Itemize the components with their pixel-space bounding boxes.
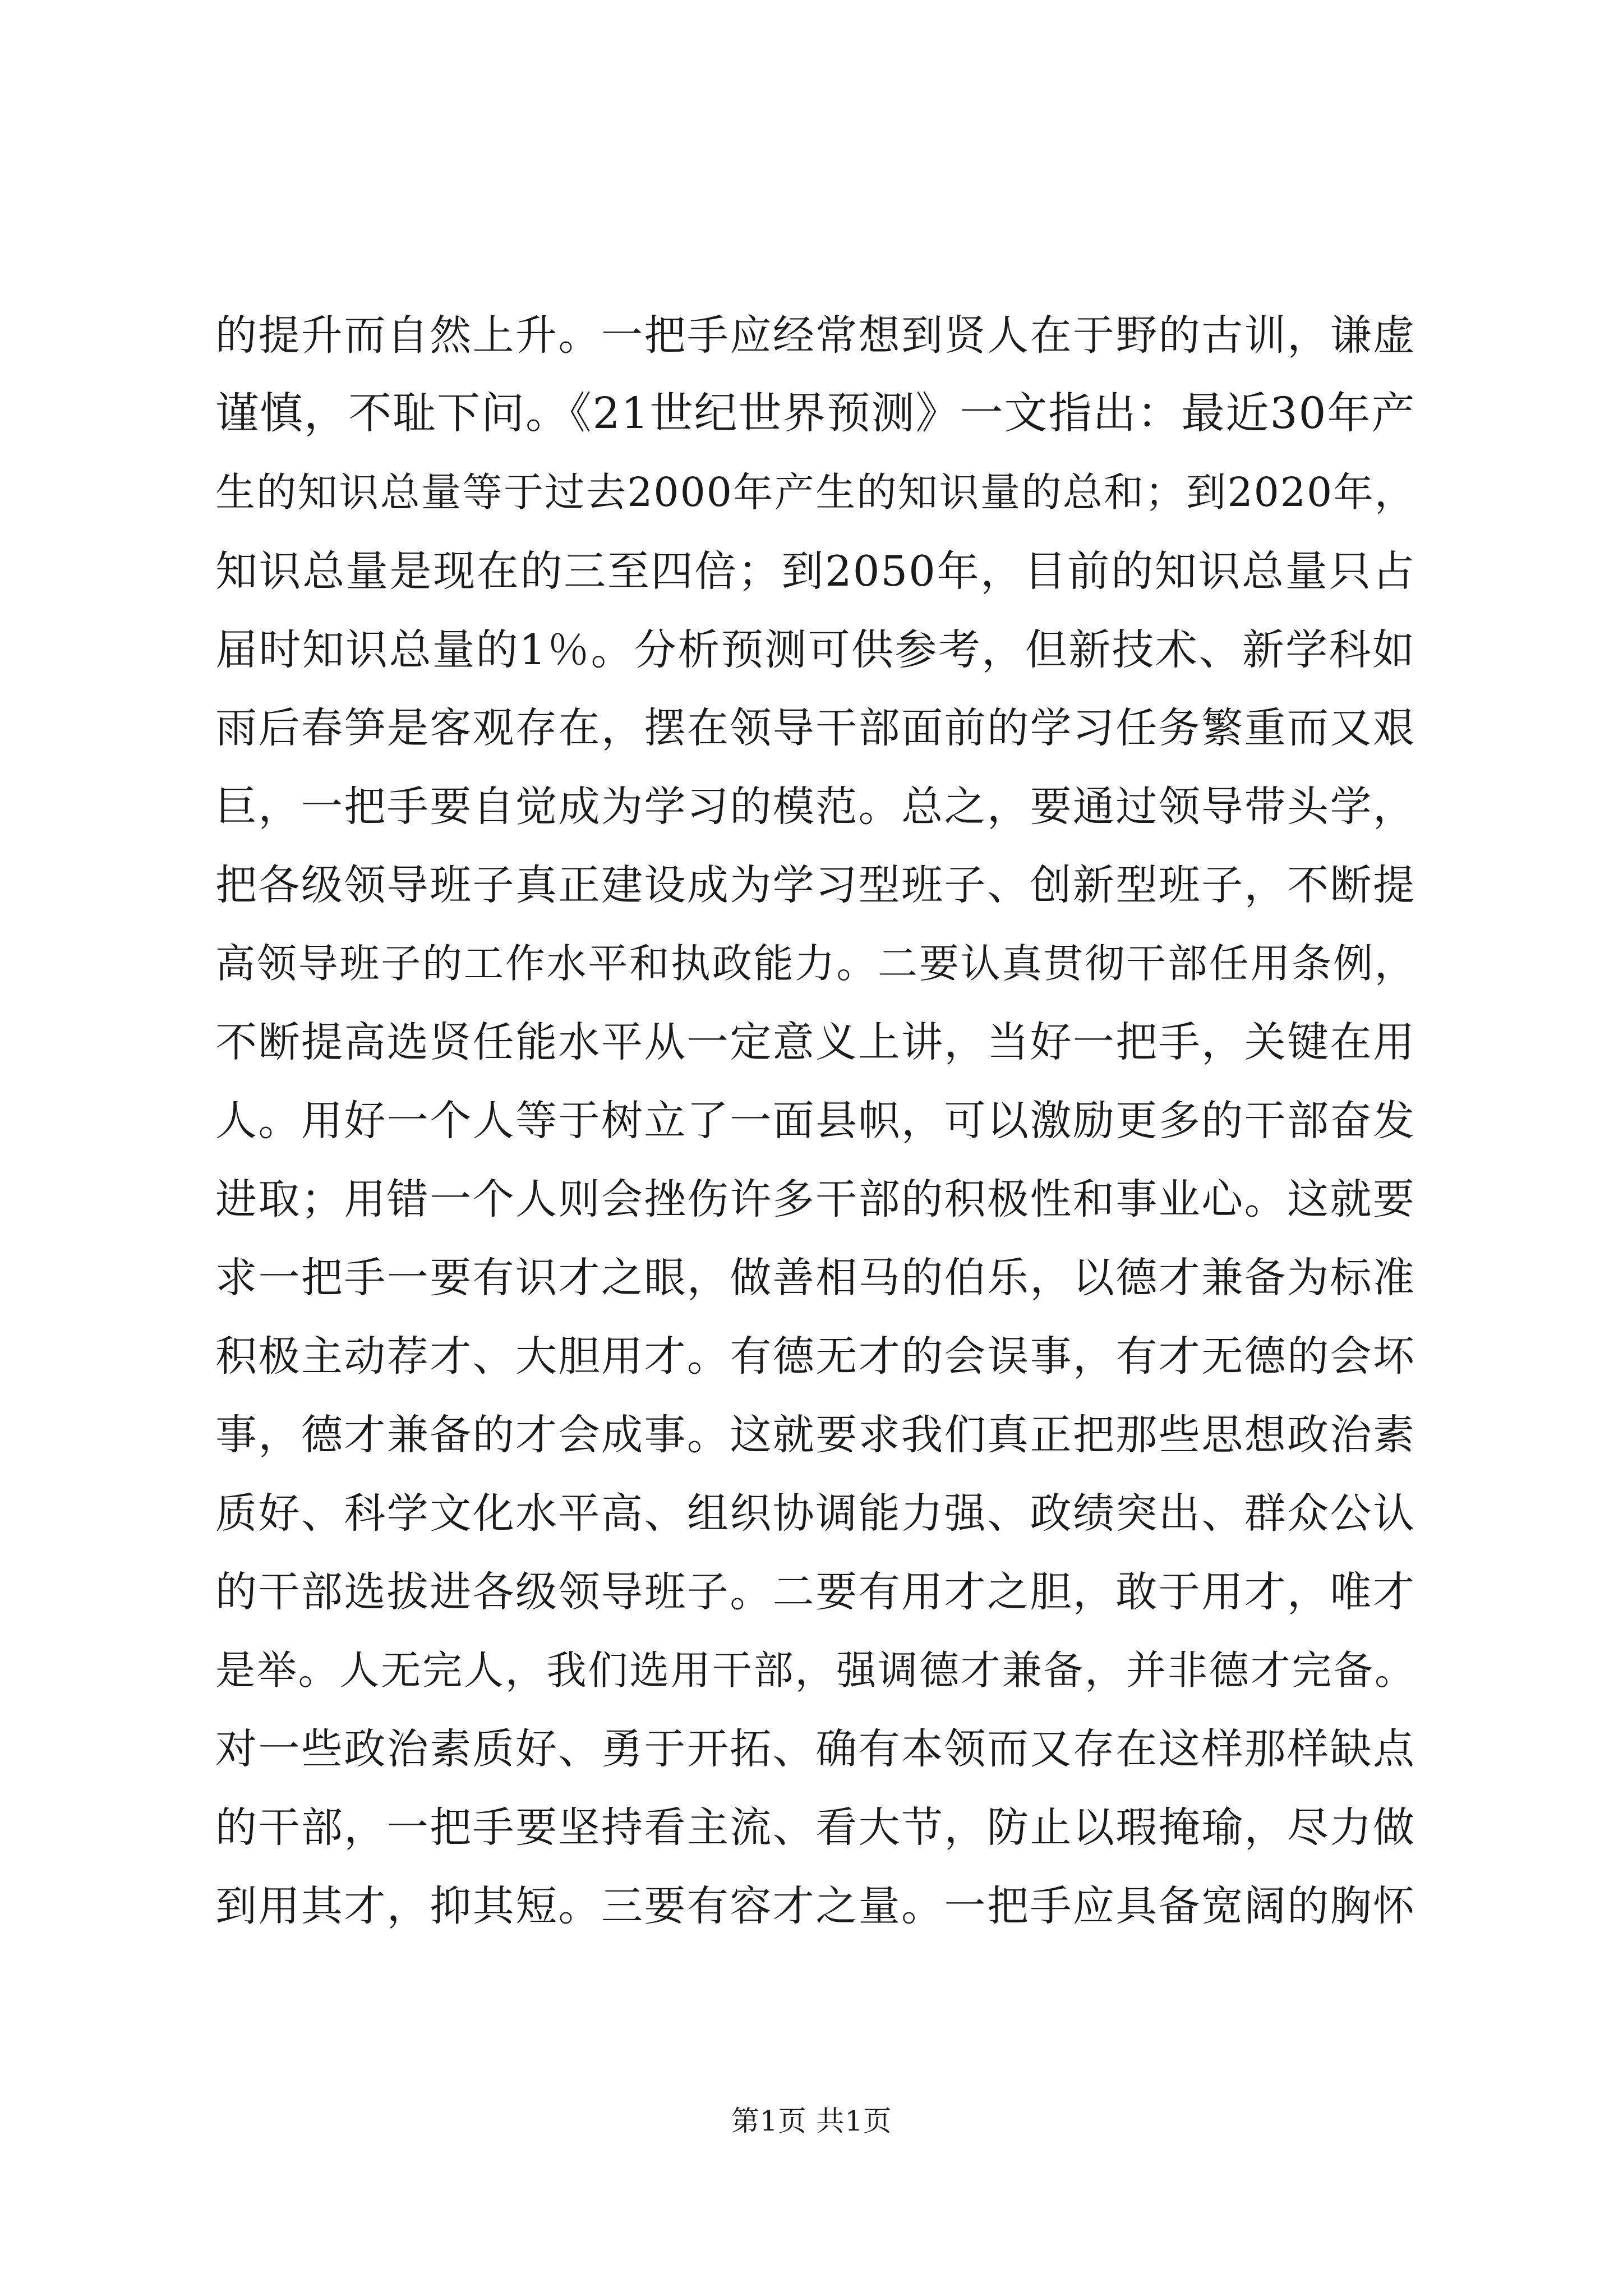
body-paragraph bbox=[215, 296, 1415, 1945]
text-line: 雨后春笋是客观存在，摆在领导干部面前的学习任务繁重而又艰 bbox=[215, 704, 1415, 752]
text-line: 是举。人无完人，我们选用干部，强调德才兼备，并非德才完备。 bbox=[215, 1647, 1415, 1694]
text-line: 对一些政治素质好、勇于开拓、确有本领而又存在这样那样缺点 bbox=[215, 1725, 1415, 1773]
text-line: 届时知识总量的1％。分析预测可供参考，但新技术、新学科如 bbox=[215, 625, 1415, 674]
text-line: 巨，一把手要自觉成为学习的模范。总之，要通过领导带头学， bbox=[215, 783, 1415, 831]
text-line: 进取；用错一个人则会挫伤许多干部的积极性和事业心。这就要 bbox=[215, 1175, 1415, 1223]
text-line: 生的知识总量等于过去2000年产生的知识量的总和；到2020年， bbox=[215, 469, 1415, 516]
text-line: 质好、科学文化水平高、组织协调能力强、政绩突出、群众公认 bbox=[215, 1489, 1415, 1538]
text-line: 求一把手一要有识才之眼，做善相马的伯乐，以德才兼备为标准 bbox=[215, 1254, 1415, 1302]
text-line: 不断提高选贤任能水平从一定意义上讲，当好一把手，关键在用 bbox=[215, 1018, 1415, 1066]
text-line: 的干部选拔进各级领导班子。二要有用才之胆，敢于用才，唯才 bbox=[215, 1568, 1415, 1616]
text-line: 到用其才，抑其短。三要有容才之量。一把手应具备宽阔的胸怀 bbox=[215, 1882, 1415, 1930]
text-line: 的干部，一把手要坚持看主流、看大节，防止以瑕掩瑜，尽力做 bbox=[215, 1803, 1415, 1852]
text-line: 谨慎，不耻下问。《21世纪世界预测》一文指出：最近30年产 bbox=[215, 389, 1416, 439]
text-line: 人。用好一个人等于树立了一面县帜，可以激励更多的干部奋发 bbox=[215, 1097, 1415, 1145]
text-line: 把各级领导班子真正建设成为学习型班子、创新型班子，不断提 bbox=[215, 861, 1415, 909]
text-line: 事，德才兼备的才会成事。这就要求我们真正把那些思想政治素 bbox=[215, 1411, 1415, 1459]
page-footer: 第1页 共1页 bbox=[731, 2105, 892, 2137]
text-line: 积极主动荐才、大胆用才。有德无才的会误事，有才无德的会坏 bbox=[215, 1332, 1415, 1381]
text-line: 知识总量是现在的三至四倍；到2050年，目前的知识总量只占 bbox=[215, 546, 1415, 596]
text-line: 的提升而自然上升。一把手应经常想到贤人在于野的古训，谦虚 bbox=[215, 311, 1415, 360]
text-line: 高领导班子的工作水平和执政能力。二要认真贯彻干部任用条例， bbox=[215, 940, 1415, 987]
